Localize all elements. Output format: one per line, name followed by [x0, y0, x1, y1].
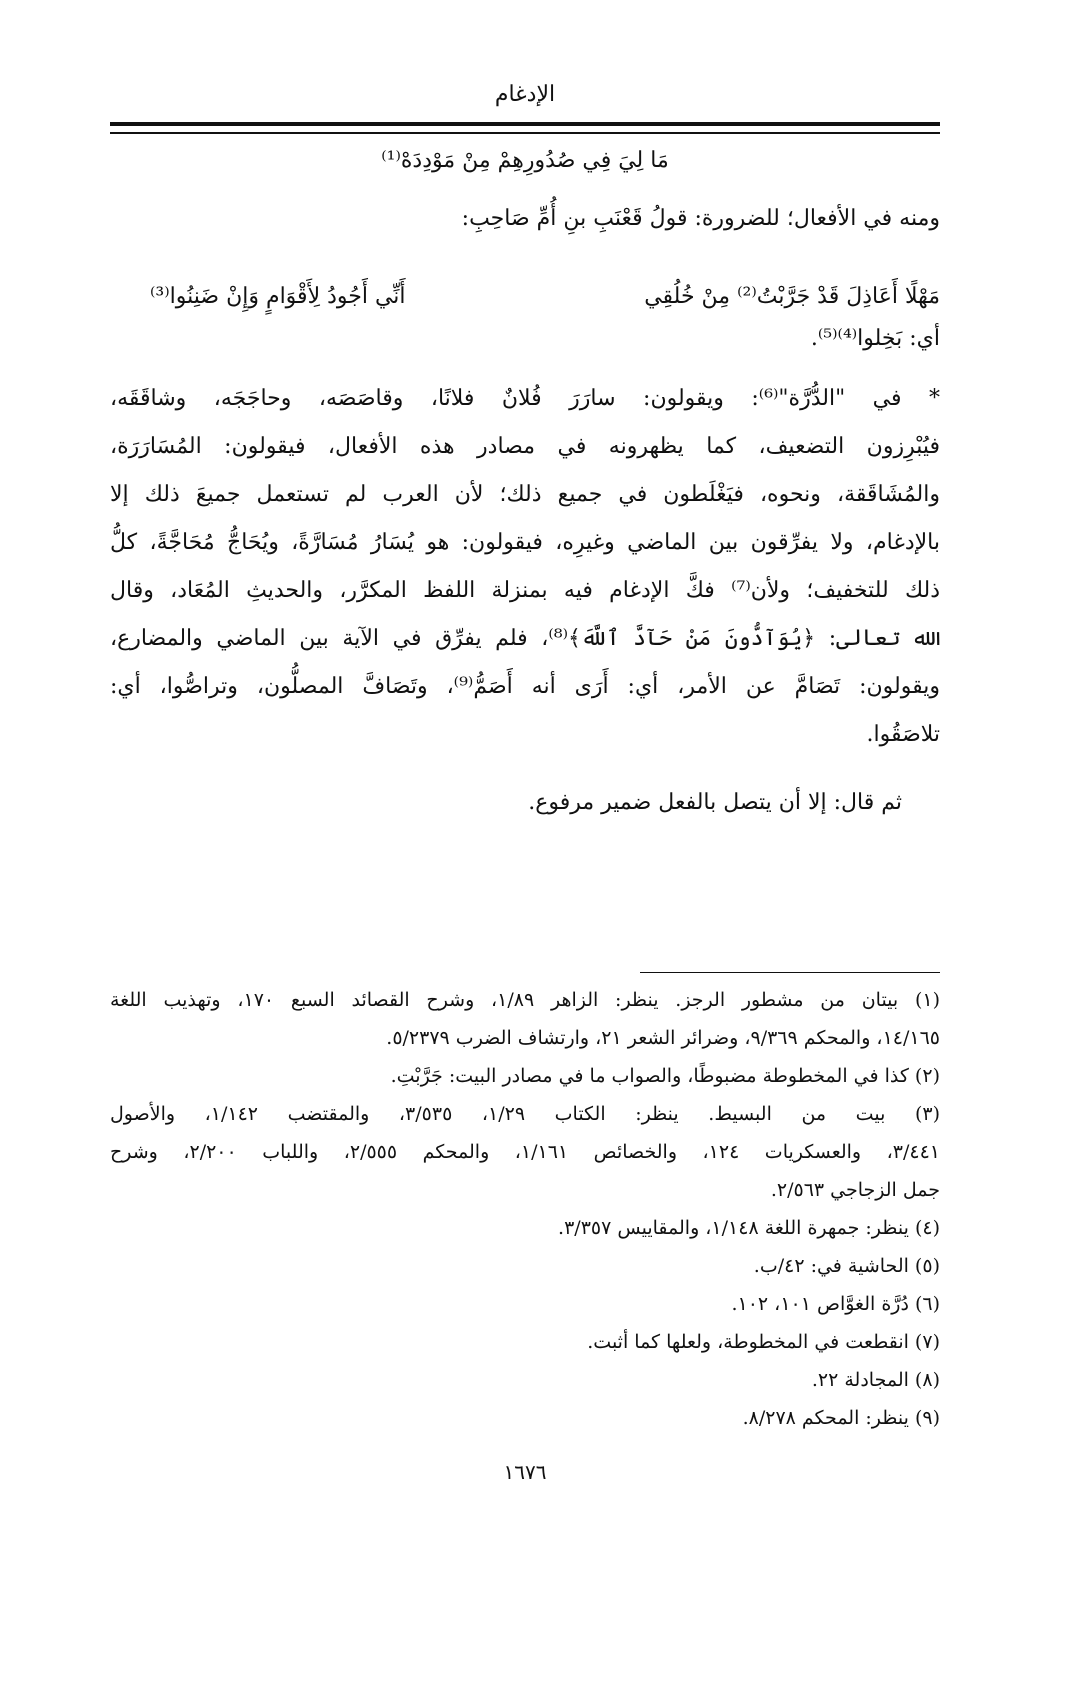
- footnote-8: (٨) المجادلة ٢٢.: [811, 1369, 940, 1391]
- footnote-6: (٦) دُرَّة الغوَّاص ١٠١، ١٠٢.: [731, 1293, 940, 1315]
- verse-line-1: مَا لِيَ فِي صُدُورِهِمْ مِنْ مَوْدِدَهْ⁽¹⁾: [381, 148, 669, 173]
- footnote-9: (٩) ينظر: المحكم ٨/٢٧٨.: [742, 1407, 940, 1429]
- paragraph-line: * في "الدُّرَّة"⁽⁶⁾: ويقولون: سارَرَ فُلانٌ فلانًا، وقاصَصَه، وحاجَجَه، وشاقَقَه،: [110, 386, 940, 411]
- header-rule-thin: [110, 132, 940, 134]
- footnote-7: (٧) انقطعت في المخطوطة، ولعلها كما أثبت.: [587, 1331, 940, 1353]
- verse-hemistich-1: مَهْلًا أَعَاذِلَ قَدْ جَرَّبْتُ⁽²⁾ مِنْ خُلُقِي: [644, 284, 940, 309]
- paragraph-line: والمُشَاقَقة، ونحوه، فيَغْلَطون في جميع ذلك؛ لأن العرب لم تستعمل جميعَ ذلك إلا: [110, 482, 940, 507]
- footnote-4: (٤) ينظر: جمهرة اللغة ١/١٤٨، والمقاييس ٣/٣٥٧.: [558, 1217, 940, 1239]
- paragraph-last-line: تلاصَقُوا.: [866, 722, 940, 747]
- footnote-3-line-2: ٣/٤٤١، والعسكريات ١٢٤، والخصائص ١/١٦١، والمحكم ٢/٥٥٥، واللباب ٢/٢٠٠، وشرح: [110, 1141, 940, 1163]
- page-number: ١٦٧٦: [503, 1460, 547, 1484]
- footnote-3-line-3: جمل الزجاجي ٢/٥٦٣.: [770, 1179, 940, 1201]
- header-rule-thick: [110, 122, 940, 126]
- paragraph-line: فيُبْرِزون التضعيف، كما يظهرونه في مصادر هذه الأفعال، فيقولون: المُسَارَرَة،: [110, 434, 940, 459]
- paragraph-line: ذلك للتخفيف؛ ولأن⁽⁷⁾ فكَّ الإدغام فيه بمنزلة اللفظ المكرَّر، والحديثِ المُعَاد، وقال: [110, 578, 941, 603]
- body-line-4: أي: بَخِلوا⁽⁴⁾⁽⁵⁾.: [810, 326, 940, 351]
- running-header: الإدغام: [494, 82, 556, 107]
- footnote-1-line-2: ١٤/١٦٥، والمحكم ٩/٣٦٩، وضرائر الشعر ٢١، وارتشاف الضرب ٥/٢٣٧٩.: [386, 1027, 940, 1049]
- footnote-3-line-1: (٣) بيت من البسيط. ينظر: الكتاب ١/٢٩، ٣/٥٣٥، والمقتضب ١/١٤٢، والأصول: [110, 1103, 941, 1125]
- paragraph-line: الله تعالى: ﴿يُوَآدُّونَ مَنْ حَآدَّ ٱللَّهَ﴾⁽⁸⁾، فلم يفرِّق في الآية بين الماضي والمضارع،: [110, 626, 941, 651]
- footnote-2: (٢) كذا في المخطوطة مضبوطًا، والصواب ما في مصادر البيت: جَرَّبْتِ.: [390, 1065, 940, 1087]
- paragraph-line: بالإدغام، ولا يفرِّقون بين الماضي وغيرِه، فيقولون: هو يُسَارُ مُسَارَّةً، ويُحَاجُّ مُحَاجَّةً، كلُّ: [110, 530, 940, 555]
- footnote-separator: [640, 972, 940, 973]
- verse-hemistich-2: أَنِّي أَجُودُ لِأَقْوَامٍ وَإِنْ ضَنِنُوا⁽³⁾: [150, 284, 406, 309]
- paragraph-line: ويقولون: تَصَامَّ عن الأمر، أي: أَرَى أنه أَصَمُّ⁽⁹⁾، وتَصَافَّ المصلُّون، وتراصُّوا، أي:: [110, 674, 940, 699]
- footnote-5: (٥) الحاشية في: ٤٢/ب.: [753, 1255, 940, 1277]
- body-line-2: ومنه في الأفعال؛ للضرورة: قولُ قَعْنَبِ بنِ أُمِّ صَاحِبِ:: [461, 206, 940, 231]
- footnote-1-line-1: (١) بيتان من مشطور الرجز. ينظر: الزاهر ١/٨٩، وشرح القصائد السبع ١٧٠، وتهذيب اللغة: [110, 989, 940, 1011]
- paragraph-2: ثم قال: إلا أن يتصل بالفعل ضمير مرفوع.: [528, 790, 902, 815]
